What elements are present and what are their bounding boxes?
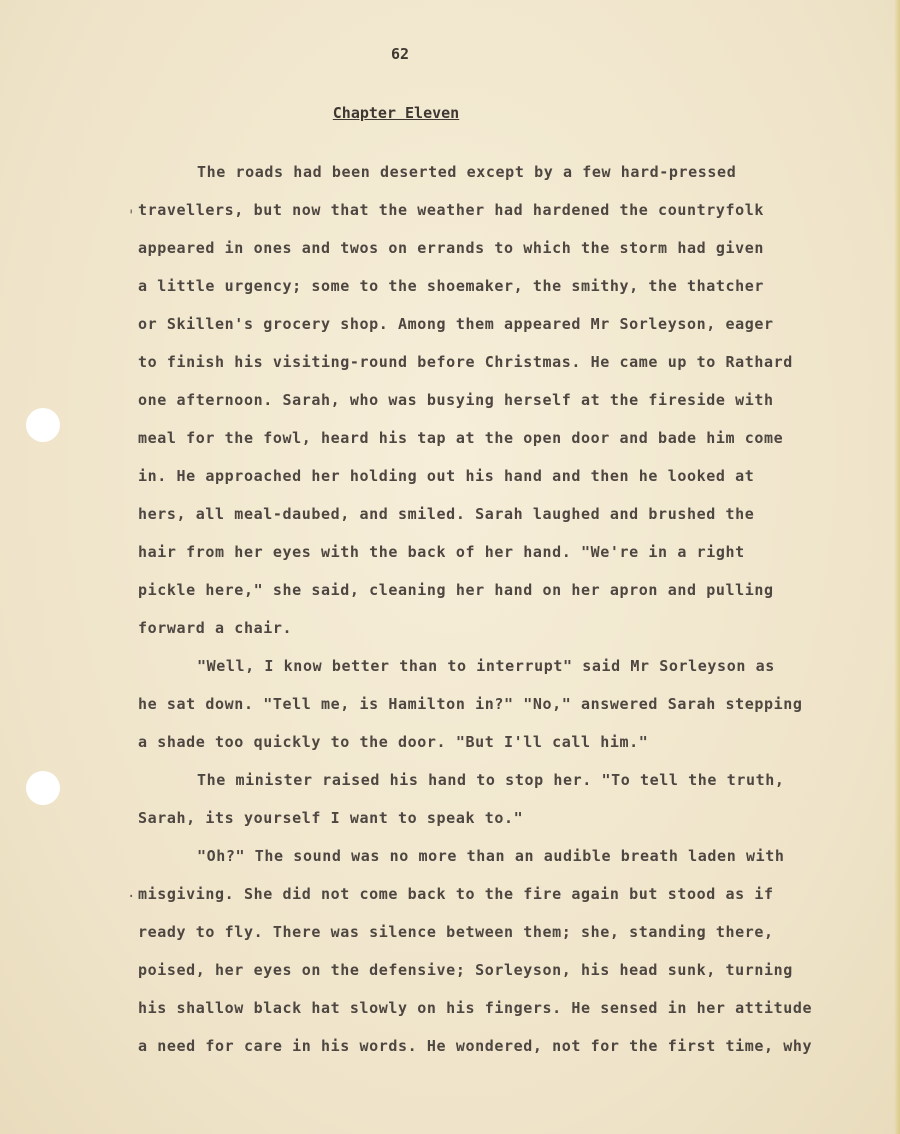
- text-line: to finish his visiting-round before Christmas. He came up to Rathard: [138, 353, 793, 371]
- text-line: "Well, I know better than to interrupt" said Mr Sorleyson as: [197, 657, 775, 675]
- text-line: a shade too quickly to the door. "But I'll call him.": [138, 733, 649, 751]
- margin-dot-mark: ·: [127, 889, 136, 905]
- page-edge-stain: [894, 0, 900, 1134]
- text-line: he sat down. "Tell me, is Hamilton in?" "No," answered Sarah stepping: [138, 695, 803, 713]
- text-line: a little urgency; some to the shoemaker, the smithy, the thatcher: [138, 277, 764, 295]
- punch-hole-upper: [26, 408, 60, 442]
- text-line: The minister raised his hand to stop her. "To tell the truth,: [197, 771, 785, 789]
- text-line: or Skillen's grocery shop. Among them appeared Mr Sorleyson, eager: [138, 315, 774, 333]
- text-line: forward a chair.: [138, 619, 293, 637]
- text-line: misgiving. She did not come back to the fire again but stood as if: [138, 885, 774, 903]
- text-line: appeared in ones and twos on errands to which the storm had given: [138, 239, 764, 257]
- text-line: The roads had been deserted except by a few hard-pressed: [197, 163, 737, 181]
- text-line: hair from her eyes with the back of her hand. "We're in a right: [138, 543, 745, 561]
- text-line: hers, all meal-daubed, and smiled. Sarah laughed and brushed the: [138, 505, 755, 523]
- chapter-title: Chapter Eleven: [332, 104, 460, 122]
- text-line: poised, her eyes on the defensive; Sorleyson, his head sunk, turning: [138, 961, 793, 979]
- page-number: 62: [390, 45, 410, 63]
- text-line: pickle here," she said, cleaning her hand on her apron and pulling: [138, 581, 774, 599]
- text-line: one afternoon. Sarah, who was busying herself at the fireside with: [138, 391, 774, 409]
- text-line: meal for the fowl, heard his tap at the open door and bade him come: [138, 429, 784, 447]
- punch-hole-lower: [26, 771, 60, 805]
- text-line: in. He approached her holding out his hand and then he looked at: [138, 467, 755, 485]
- text-line: ready to fly. There was silence between them; she, standing there,: [138, 923, 774, 941]
- text-line: his shallow black hat slowly on his fingers. He sensed in her attitude: [138, 999, 813, 1017]
- margin-tick-mark: ': [127, 208, 136, 224]
- text-line: Sarah, its yourself I want to speak to.": [138, 809, 524, 827]
- text-line: travellers, but now that the weather had hardened the countryfolk: [138, 201, 764, 219]
- text-line: "Oh?" The sound was no more than an audible breath laden with: [197, 847, 785, 865]
- text-line: a need for care in his words. He wondered, not for the first time, why: [138, 1037, 813, 1055]
